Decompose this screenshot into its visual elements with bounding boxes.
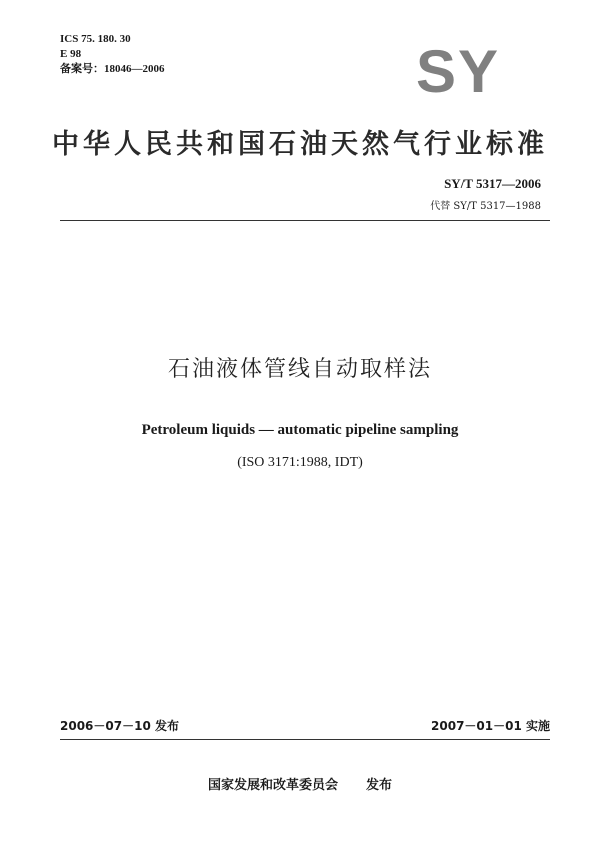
document-title-chinese: 石油液体管线自动取样法 xyxy=(167,357,432,382)
standard-number: SY/T 5317—2006 xyxy=(444,176,541,191)
document-title-english: Petroleum liquids — automatic pipeline sampling xyxy=(141,422,459,438)
classification-code: E 98 xyxy=(60,48,82,60)
top-divider xyxy=(60,220,550,221)
iso-reference: (ISO 3171:1988, IDT) xyxy=(237,455,363,470)
effective-date: 2007－01－01 实施 xyxy=(431,719,550,733)
issue-date: 2006－07－10 发布 xyxy=(60,719,179,733)
filing-number: 备案号：18046—2006 xyxy=(60,63,165,75)
replaces-standard: 代替 SY/T 5317—1988 xyxy=(430,201,541,212)
organization-title: 中华人民共和国石油天然气行业标准 xyxy=(52,129,548,160)
ics-code: ICS 75. 180. 30 xyxy=(60,33,131,45)
sy-logo: SY xyxy=(415,38,501,105)
publisher-name: 国家发展和改革委员会 xyxy=(207,778,338,793)
publisher-line xyxy=(0,774,600,793)
bottom-divider xyxy=(60,739,550,740)
publish-action: 发布 xyxy=(366,778,393,793)
